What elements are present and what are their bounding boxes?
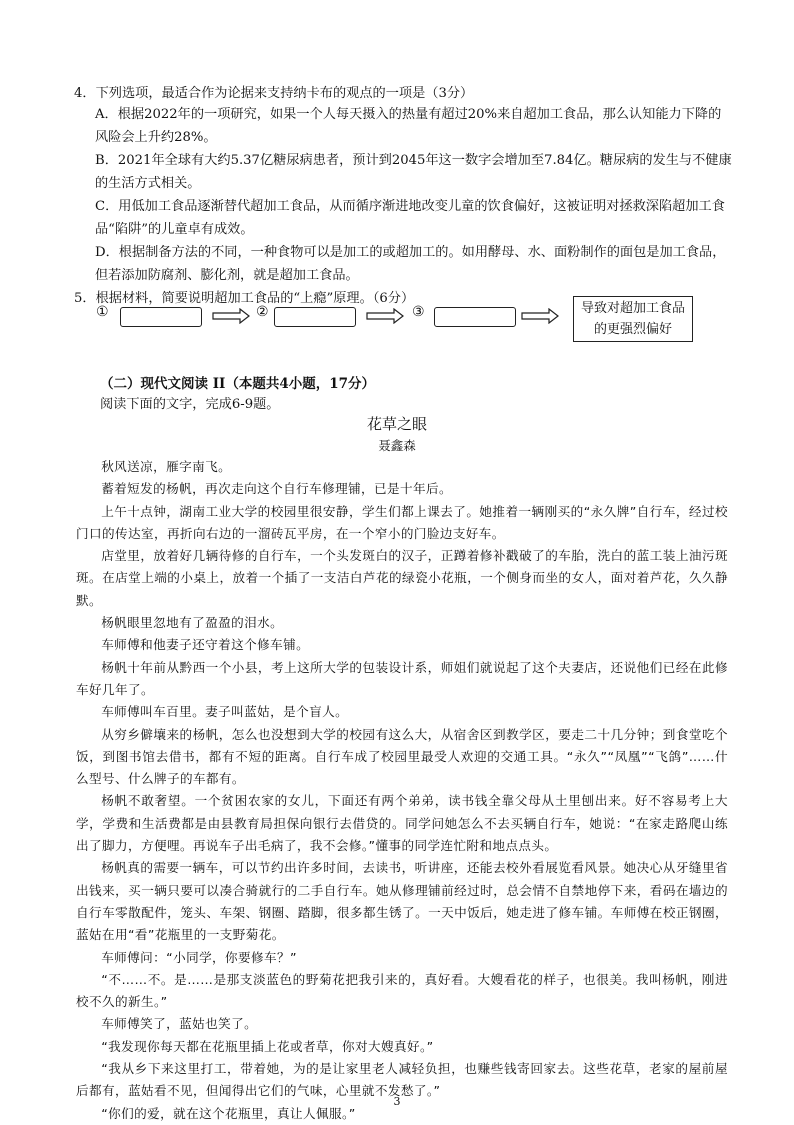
paragraph: 杨帆不敢奢望。一个贫困农家的女儿，下面还有两个弟弟，读书钱全靠父母从土里刨出来。好不容易考上大学，学费和生活费都是由县教育局担保向银行去借贷的。同学问她怎么不去买辆自行车，她说：“在家走路爬山练出了脚力，方便哩。再说车子出毛病了，我不会修。”懂事的同学连忙附和地点点头。: [76, 793, 728, 854]
paragraph: 蓄着短发的杨帆，再次走向这个自行车修理铺，已是十年后。: [101, 481, 453, 497]
option-label: D．: [95, 245, 119, 260]
paragraph: “不……不。是……是那支淡蓝色的野菊花把我引来的，真好看。大嫂看花的样子，也很美。我叫杨帆，刚进校不久的新生。”: [76, 971, 728, 1010]
section-heading: （二）现代文阅读 II（本题共4小题，17分）: [100, 376, 376, 392]
question-4-option-c: [95, 195, 733, 241]
option-text: 2021年全球有大约5.37亿糖尿病患者，预计到2045年这一数字会增加至7.84亿。糖尿病的发生与不健康的生活方式相关。: [95, 153, 732, 191]
paragraph: 店堂里，放着好几辆待修的自行车，一个头发斑白的汉子，正蹲着修补戳破了的车胎，洗白的蓝工装上油污斑斑。在店堂上端的小桌上，放着一个插了一支洁白芦花的绿瓷小花瓶，一个侧身而坐的女人，面对着芦花，久久静默。: [76, 548, 728, 608]
arrow-right-icon: [212, 308, 250, 324]
step-2-number: ②: [256, 304, 269, 320]
story-title: 花草之眼: [366, 415, 427, 433]
paragraph: 杨帆眼里忽地有了盈盈的泪水。: [101, 615, 284, 631]
question-5-flowchart: [96, 296, 736, 348]
step-3-number: ③: [412, 304, 425, 320]
paragraph: 杨帆真的需要一辆车，可以节约出许多时间，去读书，听讲座，还能去校外看展览看风景。她决心从牙缝里省出钱来，买一辆只要可以凑合骑就行的二手自行车。她从修理铺前经过时，总会情不自禁地停下来，看码在墙边的自行车零散配件，笼头、车架、钢圈、踏脚，很多都生锈了。一天中饭后，她走进了修车铺。车师傅在校正钢圈，蓝姑在用“看”花瓶里的一支野菊花。: [76, 860, 728, 943]
paragraph: 从穷乡僻壤来的杨帆，怎么也没想到大学的校园有这么大，从宿舍区到教学区，要走二十几分钟；到食堂吃个饭，到图书馆去借书，都有不短的距离。自行车成了校园里最受人欢迎的交通工具。“永久”“凤凰”“飞鸽”……什么型号、什么牌子的车都有。: [76, 726, 728, 787]
question-4-option-b: [95, 149, 733, 195]
paragraph: “你们的爱，就在这个花瓶里，真让人佩服。”: [101, 1105, 356, 1121]
paragraph: “我从乡下来这里打工，带着她，为的是让家里老人减轻负担，也赚些钱寄回家去。这些花草，老家的屋前屋后都有，蓝姑看不见，但闻得出它们的气味，心里就不发愁了。”: [76, 1061, 728, 1099]
option-label: B．: [95, 153, 118, 168]
paragraph: 秋风送凉，雁字南飞。: [101, 459, 232, 474]
step-1-answer-box[interactable]: [120, 307, 202, 327]
paragraph: 车师傅问：“小同学，你要修车？”: [101, 949, 297, 965]
question-4-option-a: [95, 103, 733, 149]
step-2-answer-box[interactable]: [274, 307, 356, 327]
option-text: 根据制备方法的不同，一种食物可以是加工的或超加工的。如用酵母、水、面粉制作的面包是加工食品，但若添加防腐剂、膨化剂，就是超加工食品。: [95, 245, 726, 283]
option-text: 根据2022年的一项研究，如果一个人每天摄入的热量有超过20%来自超加工食品，那么认知能力下降的风险会上升约28%。: [95, 107, 722, 145]
paragraph: 杨帆十年前从黔西一个小县，考上这所大学的包装设计系，师姐们就说起了这个夫妻店，还说他们已经在此修车好几年了。: [76, 659, 728, 697]
question-5-stem: 5．根据材料，简要说明超加工食品的“上瘾”原理。（6分）: [74, 291, 415, 306]
paragraph: “我发现你每天都在花瓶里插上花或者草，你对大嫂真好。”: [101, 1038, 434, 1054]
paragraph: 车师傅叫车百里。妻子叫蓝姑，是个盲人。: [101, 704, 349, 720]
step-3-answer-box[interactable]: [434, 307, 516, 327]
paragraph: 车师傅和他妻子还守着这个修车铺。: [101, 637, 310, 653]
story-body: [76, 456, 728, 1125]
question-4-stem: 4．下列选项，最适合作为论据来支持纳卡布的观点的一项是（3分）: [74, 86, 474, 101]
section-instruction: 阅读下面的文字，完成6-9题。: [100, 397, 280, 412]
option-label: C．: [95, 199, 119, 214]
result-box: 导致对超加工食品的更强烈偏好: [573, 296, 693, 342]
arrow-right-icon: [366, 308, 404, 324]
arrow-right-icon: [521, 308, 559, 324]
paragraph: 上午十点钟，湖南工业大学的校园里很安静，学生们都上课去了。她推着一辆刚买的“永久牌”自行车，经过校门口的传达室，再折向右边的一溜砖瓦平房，在一个窄小的门脸边支好车。: [76, 503, 728, 541]
option-label: A．: [95, 107, 118, 122]
step-1-number: ①: [96, 304, 109, 320]
question-4-option-d: [95, 241, 733, 287]
story-author: 聂鑫森: [378, 438, 416, 453]
paragraph: 车师傅笑了，蓝姑也笑了。: [101, 1016, 258, 1032]
page-number: 3: [393, 1095, 401, 1108]
option-text: 用低加工食品逐渐替代超加工食品，从而循序渐进地改变儿童的饮食偏好，这被证明对拯救深陷超加工食品“陷阱”的儿童卓有成效。: [95, 199, 725, 237]
